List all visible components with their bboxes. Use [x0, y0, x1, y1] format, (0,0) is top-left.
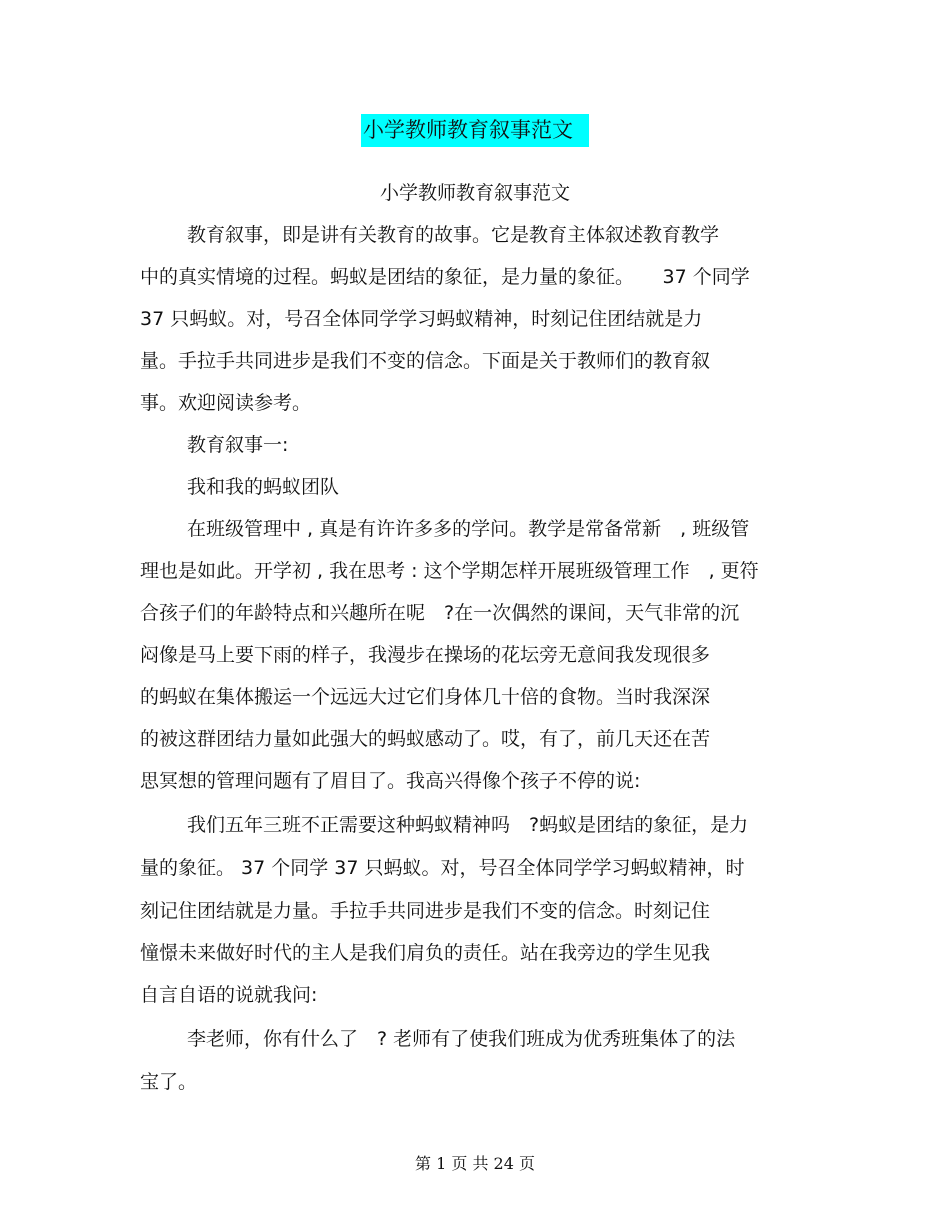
paragraph-line: 教育叙事，即是讲有关教育的故事。它是教育主体叙述教育教学 [187, 224, 720, 246]
paragraph-line: 理也是如此。开学初 , 我在思考 : 这个学期怎样开展班级管理工作 , 更符 [140, 560, 759, 582]
paragraph-line: 刻记住团结就是力量。手拉手共同进步是我们不变的信念。时刻记住 [140, 900, 711, 922]
paragraph-line: 量的象征。 37 个同学 37 只蚂蚁。对，号召全体同学学习蚂蚁精神，时 [140, 857, 745, 879]
document-subtitle: 小学教师教育叙事范文 [379, 182, 570, 204]
section-subheading: 我和我的蚂蚁团队 [187, 476, 340, 498]
paragraph-line: 憧憬未来做好时代的主人是我们肩负的责任。站在我旁边的学生见我 [140, 942, 711, 964]
paragraph-line: 闷像是马上要下雨的样子，我漫步在操场的花坛旁无意间我发现很多 [140, 644, 711, 666]
document-title: 小学教师教育叙事范文 [361, 114, 589, 147]
paragraph-line: 宝了。 [140, 1071, 198, 1093]
paragraph-line: 在班级管理中 , 真是有许许多多的学问。教学是常备常新 , 班级管 [187, 518, 750, 540]
paragraph-line: 合孩子们的年龄特点和兴趣所在呢 ?在一次偶然的课间，天气非常的沉 [140, 602, 740, 624]
paragraph-line: 量。手拉手共同进步是我们不变的信念。下面是关于教师们的教育叙 [140, 350, 711, 372]
paragraph-line: 思冥想的管理问题有了眉目了。我高兴得像个孩子不停的说: [140, 770, 641, 792]
paragraph-line: 李老师，你有什么了 ? 老师有了使我们班成为优秀班集体了的法 [187, 1028, 736, 1050]
paragraph-line: 事。欢迎阅读参考。 [140, 392, 312, 414]
paragraph-line: 37 只蚂蚁。对，号召全体同学学习蚂蚁精神，时刻记住团结就是力 [140, 308, 703, 330]
paragraph-line: 的蚂蚁在集体搬运一个远远大过它们身体几十倍的食物。当时我深深 [140, 686, 711, 708]
section-heading: 教育叙事一: [187, 434, 289, 456]
paragraph-line: 的被这群团结力量如此强大的蚂蚁感动了。哎，有了，前几天还在苦 [140, 728, 711, 750]
paragraph-line: 我们五年三班不正需要这种蚂蚁精神吗 ?蚂蚁是团结的象征，是力 [187, 814, 749, 836]
title-container [0, 114, 950, 147]
page-footer: 第 1 页 共 24 页 [415, 1154, 535, 1173]
paragraph-line: 自言自语的说就我问: [140, 984, 318, 1006]
paragraph-line: 中的真实情境的过程。蚂蚁是团结的象征，是力量的象征。 37 个同学 [140, 266, 750, 288]
